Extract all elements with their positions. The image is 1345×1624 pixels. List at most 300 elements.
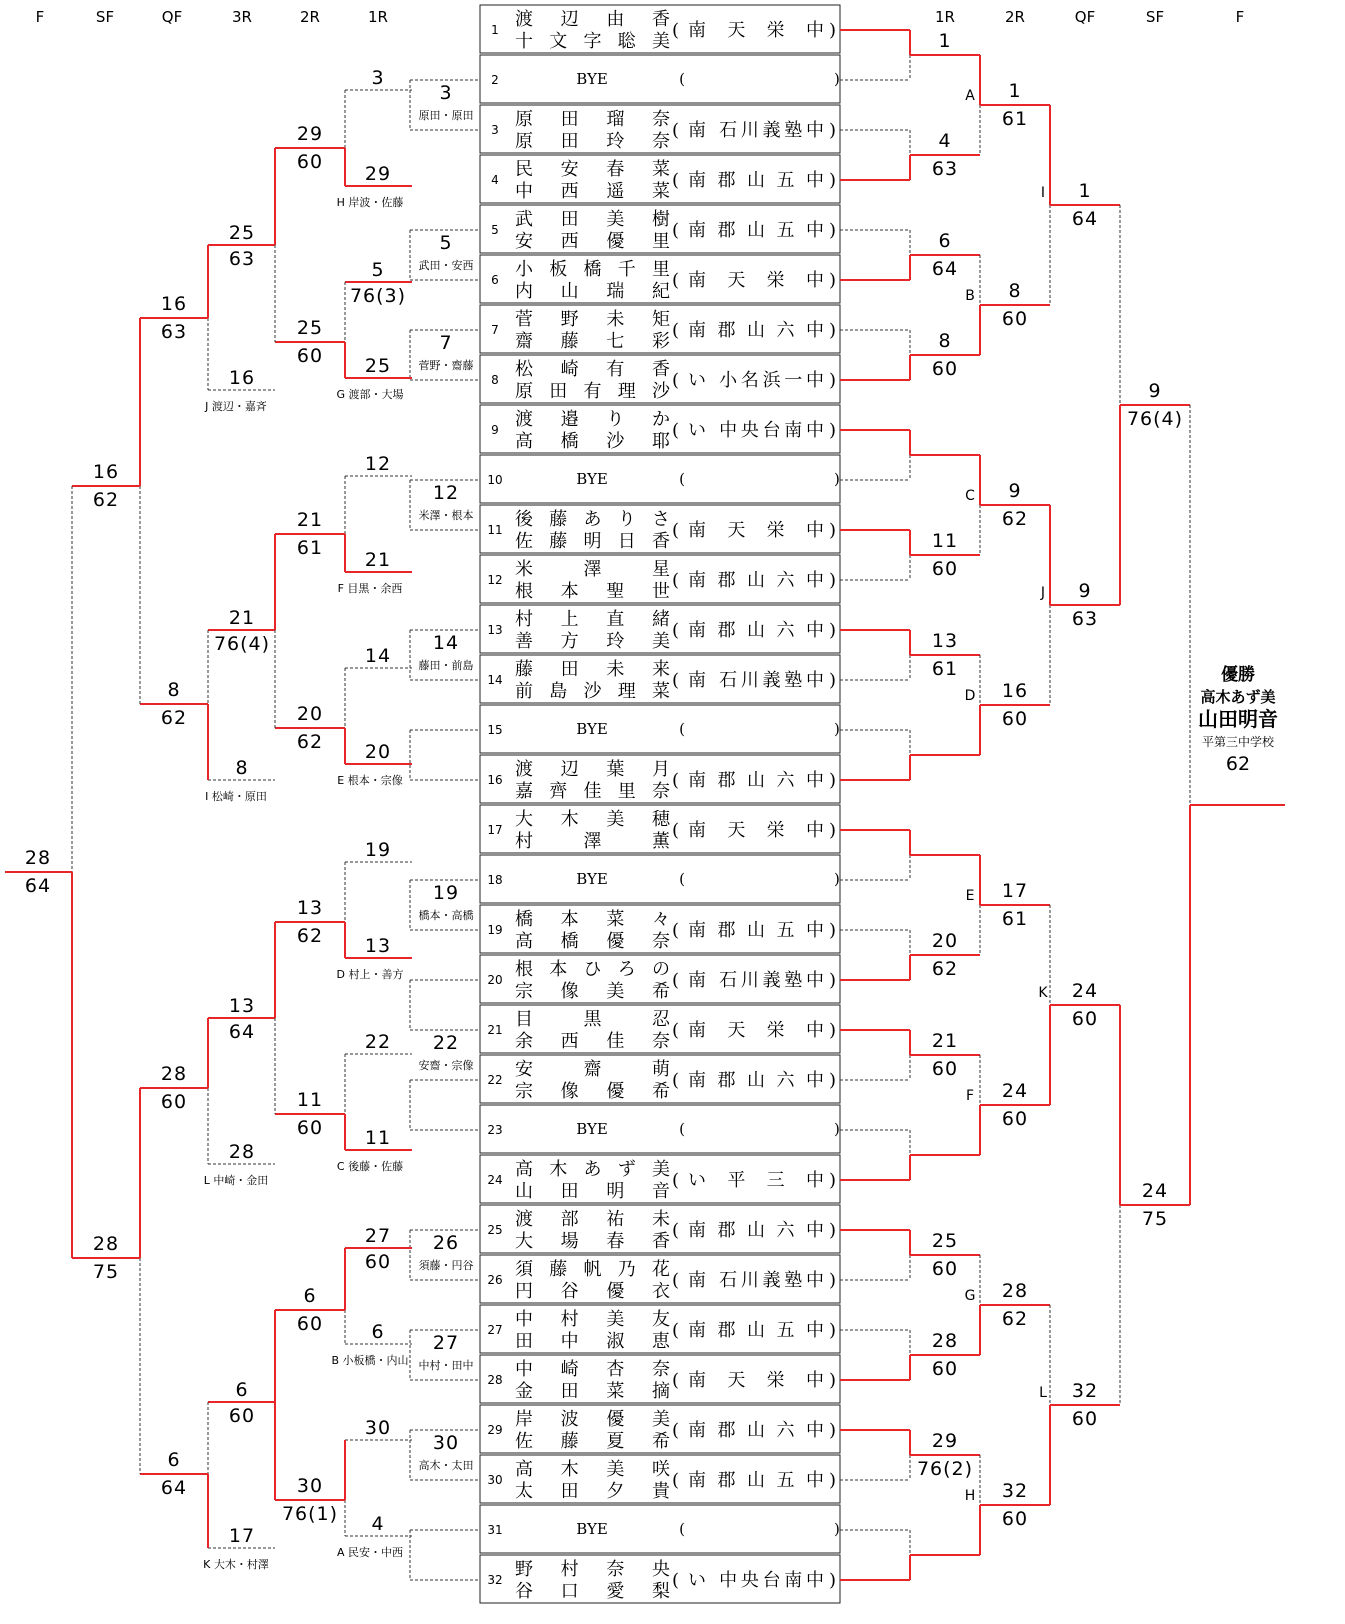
r3-left-score: 60 [228, 1405, 256, 1427]
club-open-paren: ( [672, 1020, 680, 1041]
seed-number: 6 [491, 273, 499, 287]
sf-left-score: 75 [92, 1261, 120, 1283]
club-open-paren: ( [672, 1420, 680, 1441]
block-letter: H [964, 1488, 976, 1504]
r1-winner-seed: 11 [931, 530, 959, 552]
seed-number: 17 [487, 823, 503, 837]
r1-winner-seed: 25 [931, 1230, 959, 1252]
club-close-paren: ) [829, 1220, 837, 1241]
club-open-paren: ( [672, 570, 680, 591]
player-name-1: 松 崎 有 香 [515, 359, 670, 380]
club-open-paren: ( [672, 1320, 680, 1341]
champion-school: 平第三中学校 [1201, 735, 1275, 749]
player-name-2: 十文字聡美 [515, 31, 670, 52]
club-name: い 中央台南中 [688, 1570, 824, 1591]
r1-left-winner-seed: 14 [432, 632, 460, 654]
player-name-2: 太 田 夕 貴 [515, 1481, 670, 1502]
r2-left-score: 62 [296, 925, 324, 947]
r1-left-winner-seed: 3 [439, 82, 453, 104]
r1-left-entry-seed: 4 [371, 1513, 385, 1535]
seed-number: 29 [487, 1423, 503, 1437]
r3-left-seed: 16 [228, 367, 256, 389]
r3-left-seed: 6 [235, 1379, 249, 1401]
seed-number: 4 [491, 173, 499, 187]
block-letter: L [1039, 1385, 1047, 1401]
bye-close-paren: ) [834, 720, 840, 738]
club-name: 南 郡 山 六 中 [688, 1420, 824, 1441]
bye-close-paren: ) [834, 70, 840, 88]
player-name-1: 武 田 美 樹 [515, 209, 670, 230]
r1-left-entry-seed: 25 [364, 355, 392, 377]
r1-winner-seed: 29 [931, 1430, 959, 1452]
r1-winner-seed: 8 [938, 330, 952, 352]
club-name: 南 天 栄 中 [688, 1020, 824, 1041]
round-header-right: F [1235, 8, 1245, 26]
club-name: 南 郡 山 五 中 [688, 220, 824, 241]
club-name: 南 郡 山 五 中 [688, 1320, 824, 1341]
bye-open-paren: ( [679, 870, 685, 888]
sf-left-seed: 16 [92, 461, 120, 483]
block-letter: G [964, 1288, 976, 1304]
club-name: 南 石川義塾中 [688, 120, 824, 141]
r1-left-entry-seed: 29 [364, 163, 392, 185]
r1-left-winner-seed: 30 [432, 1432, 460, 1454]
r2-winner-seed: 24 [1001, 1080, 1029, 1102]
seed-number: 22 [487, 1073, 503, 1087]
player-name-1: 橋 本 菜 々 [515, 909, 670, 930]
sf-left-seed: 28 [92, 1233, 120, 1255]
block-letter: B [965, 288, 975, 304]
club-close-paren: ) [829, 770, 837, 791]
r3-left-seed: 25 [228, 222, 256, 244]
club-close-paren: ) [829, 170, 837, 191]
r2-left-score: 76(1) [281, 1503, 339, 1525]
qf-left-seed: 28 [160, 1063, 188, 1085]
r2-score: 60 [1001, 308, 1029, 330]
player-name-1: 中 村 美 友 [515, 1309, 670, 1330]
r1-winner-seed: 20 [931, 930, 959, 952]
r1-left-entry-seed: 14 [364, 645, 392, 667]
club-open-paren: ( [672, 520, 680, 541]
qf-left-score: 64 [160, 1477, 188, 1499]
club-close-paren: ) [829, 820, 837, 841]
sf-score: 75 [1141, 1208, 1169, 1230]
r1-winner-seed: 6 [938, 230, 952, 252]
player-name-2: 安 西 優 里 [515, 231, 670, 252]
r2-score: 60 [1001, 1108, 1029, 1130]
r2-left-seed: 25 [296, 317, 324, 339]
club-open-paren: ( [672, 970, 680, 991]
club-open-paren: ( [672, 120, 680, 141]
club-open-paren: ( [672, 270, 680, 291]
r3-left-seed: 13 [228, 995, 256, 1017]
block-letter: F [965, 1088, 975, 1104]
seed-number: 11 [487, 523, 503, 537]
club-close-paren: ) [829, 420, 837, 441]
seed-number: 1 [491, 23, 499, 37]
player-name-2: 前島沙理菜 [515, 681, 670, 702]
r1-left-pair: 菅野・齋藤 [418, 359, 474, 372]
club-name: 南 郡 山 五 中 [688, 170, 824, 191]
player-name-1: 岸 波 優 美 [515, 1409, 670, 1430]
r1-winner-seed: 21 [931, 1030, 959, 1052]
club-close-paren: ) [829, 1070, 837, 1091]
player-name-2: 嘉齊佳里奈 [515, 781, 670, 802]
qf-winner-seed: 24 [1071, 980, 1099, 1002]
r1-score: 76(2) [916, 1458, 974, 1480]
champion-name-1: 高木あず美 [1200, 688, 1276, 706]
r3-left-score: 64 [228, 1021, 256, 1043]
bye-close-paren: ) [834, 1520, 840, 1538]
bye-open-paren: ( [679, 720, 685, 738]
r2-left-seed: 20 [296, 703, 324, 725]
r2-winner-seed: 28 [1001, 1280, 1029, 1302]
r2-winner-seed: 16 [1001, 680, 1029, 702]
player-name-2: 根 本 聖 世 [515, 581, 670, 602]
r1-left-pair: 藤田・前島 [418, 659, 474, 672]
club-open-paren: ( [672, 170, 680, 191]
seed-number: 32 [487, 1573, 503, 1587]
champion-name-2: 山田明音 [1198, 707, 1278, 731]
r1-left-entry-pair: D 村上・善方 [336, 968, 404, 981]
r1-left-entry-seed: 5 [371, 259, 385, 281]
club-name: 南 郡 山 六 中 [688, 1220, 824, 1241]
seed-number: 25 [487, 1223, 503, 1237]
r3-left-seed: 21 [228, 607, 256, 629]
player-name-1: 小板橋千里 [515, 259, 670, 280]
r1-score: 64 [931, 258, 959, 280]
r1-left-entry-seed: 13 [364, 935, 392, 957]
club-open-paren: ( [672, 670, 680, 691]
r1-left-entry-seed: 22 [364, 1031, 392, 1053]
r2-score: 61 [1001, 908, 1029, 930]
club-close-paren: ) [829, 520, 837, 541]
r2-winner-seed: 17 [1001, 880, 1029, 902]
club-close-paren: ) [829, 1370, 837, 1391]
block-letter: I [1040, 185, 1046, 201]
r1-left-entry-pair: H 岸波・佐藤 [336, 196, 404, 209]
player-row [480, 55, 840, 103]
r1-left-pair: 原田・原田 [418, 109, 474, 122]
r2-left-seed: 6 [303, 1285, 317, 1307]
club-close-paren: ) [829, 620, 837, 641]
player-name-1: 村 上 直 緒 [515, 609, 670, 630]
player-name-1: 渡 邉 り か [515, 409, 670, 430]
player-name-1: 民 安 春 菜 [515, 159, 670, 180]
seed-number: 8 [491, 373, 499, 387]
club-close-paren: ) [829, 1320, 837, 1341]
r1-winner-seed: 28 [931, 1330, 959, 1352]
bye-open-paren: ( [679, 70, 685, 88]
club-open-paren: ( [672, 320, 680, 341]
r2-left-seed: 11 [296, 1089, 324, 1111]
r3-left-pair: J 渡辺・嘉斉 [205, 400, 267, 413]
r1-left-entry-pair: A 民安・中西 [336, 1546, 404, 1559]
player-name-1: 安 齋 萌 [515, 1059, 670, 1080]
club-name: 南 天 栄 中 [688, 520, 824, 541]
r1-score: 60 [931, 558, 959, 580]
player-name-2: 田 中 淑 恵 [515, 1331, 670, 1352]
qf-left-seed: 16 [160, 293, 188, 315]
r1-left-entry-pair: G 渡部・大場 [336, 388, 404, 401]
round-header-left: 3R [232, 8, 252, 26]
player-name-2: 大 場 春 香 [515, 1231, 670, 1252]
r3-left-seed: 28 [228, 1141, 256, 1163]
r1-left-entry-seed: 6 [371, 1321, 385, 1343]
r1-left-winner-seed: 27 [432, 1332, 460, 1354]
r1-left-entry-seed: 21 [364, 549, 392, 571]
club-close-paren: ) [829, 570, 837, 591]
club-name: 南 石川義塾中 [688, 1270, 824, 1291]
club-close-paren: ) [829, 920, 837, 941]
qf-score: 60 [1071, 1008, 1099, 1030]
r2-winner-seed: 9 [1008, 480, 1022, 502]
player-name-2: 佐 藤 明 日 香 [515, 531, 670, 552]
player-name-1: 須藤帆乃花 [515, 1259, 670, 1280]
club-open-paren: ( [672, 1270, 680, 1291]
club-close-paren: ) [829, 370, 837, 391]
player-name-1: 大 木 美 穂 [515, 809, 670, 830]
club-name: 南 郡 山 六 中 [688, 1070, 824, 1091]
qf-winner-seed: 32 [1071, 1380, 1099, 1402]
club-name: 南 石川義塾中 [688, 670, 824, 691]
qf-left-score: 63 [160, 321, 188, 343]
r1-left-entry-seed: 30 [364, 1417, 392, 1439]
seed-number: 28 [487, 1373, 503, 1387]
r1-left-winner-seed: 12 [432, 482, 460, 504]
club-open-paren: ( [672, 1470, 680, 1491]
qf-winner-seed: 1 [1078, 180, 1092, 202]
club-name: 南 天 栄 中 [688, 20, 824, 41]
club-open-paren: ( [672, 770, 680, 791]
player-name-1: 高 木 美 咲 [515, 1459, 670, 1480]
qf-score: 60 [1071, 1408, 1099, 1430]
player-name-1: 中 崎 杏 奈 [515, 1359, 670, 1380]
r1-left-entry-pair: B 小板橋・内山 [331, 1354, 409, 1367]
bye-label: BYE [576, 1520, 608, 1538]
player-row [480, 1505, 840, 1553]
r1-score: 61 [931, 658, 959, 680]
bye-close-paren: ) [834, 870, 840, 888]
seed-number: 3 [491, 123, 499, 137]
bye-close-paren: ) [834, 1120, 840, 1138]
r2-left-score: 60 [296, 345, 324, 367]
player-name-2: 原田有理沙 [515, 381, 670, 402]
club-name: 南 郡 山 六 中 [688, 620, 824, 641]
club-name: 南 天 栄 中 [688, 270, 824, 291]
player-name-2: 谷 口 愛 梨 [515, 1581, 670, 1602]
seed-number: 31 [487, 1523, 503, 1537]
player-name-2: 齋 藤 七 彩 [515, 331, 670, 352]
r1-score: 60 [931, 1358, 959, 1380]
seed-number: 12 [487, 573, 503, 587]
r1-left-entry-score: 60 [364, 1251, 392, 1273]
r1-left-pair: 須藤・円谷 [418, 1259, 474, 1272]
seed-number: 16 [487, 773, 503, 787]
player-row [480, 1105, 840, 1153]
r2-left-score: 60 [296, 1117, 324, 1139]
r2-left-seed: 30 [296, 1475, 324, 1497]
r2-winner-seed: 1 [1008, 80, 1022, 102]
player-name-1: 高木あず美 [515, 1159, 670, 1180]
r1-winner-seed: 1 [938, 30, 952, 52]
club-close-paren: ) [829, 1470, 837, 1491]
player-name-2: 余 西 佳 奈 [515, 1031, 670, 1052]
bye-open-paren: ( [679, 1520, 685, 1538]
block-letter: E [965, 888, 975, 904]
r2-left-score: 61 [296, 537, 324, 559]
r2-left-seed: 13 [296, 897, 324, 919]
seed-number: 21 [487, 1023, 503, 1037]
r1-left-entry-seed: 3 [371, 67, 385, 89]
r1-left-winner-seed: 7 [439, 332, 453, 354]
player-name-1: 渡 部 祐 未 [515, 1209, 670, 1230]
round-header-right: SF [1145, 8, 1165, 26]
player-name-2: 高 橋 優 奈 [515, 931, 670, 952]
club-open-paren: ( [672, 1070, 680, 1091]
club-name: 南 石川義塾中 [688, 970, 824, 991]
block-letter: J [1040, 585, 1046, 601]
champion-title: 優勝 [1221, 665, 1255, 685]
club-close-paren: ) [829, 320, 837, 341]
r1-left-pair: 中村・田中 [418, 1359, 474, 1372]
seed-number: 5 [491, 223, 499, 237]
player-row [480, 855, 840, 903]
club-open-paren: ( [672, 1170, 680, 1191]
seed-number: 15 [487, 723, 503, 737]
club-close-paren: ) [829, 970, 837, 991]
seed-number: 18 [487, 873, 503, 887]
qf-score: 63 [1071, 608, 1099, 630]
r1-score: 60 [931, 1258, 959, 1280]
r2-score: 62 [1001, 508, 1029, 530]
player-row [480, 705, 840, 753]
club-open-paren: ( [672, 920, 680, 941]
player-name-1: 後 藤 あ り さ [515, 509, 670, 530]
r1-left-pair: 安齋・宗像 [418, 1059, 474, 1072]
club-name: 南 郡 山 六 中 [688, 320, 824, 341]
qf-left-score: 60 [160, 1091, 188, 1113]
player-name-2: 宗 像 優 希 [515, 1081, 670, 1102]
player-name-2: 内 山 瑞 紀 [515, 281, 670, 302]
player-name-1: 根本ひろの [515, 959, 670, 980]
club-name: い 平 三 中 [688, 1170, 824, 1191]
player-name-2: 高 橋 沙 耶 [515, 431, 670, 452]
club-close-paren: ) [829, 20, 837, 41]
bye-label: BYE [576, 870, 608, 888]
round-header-left: 1R [368, 8, 388, 26]
r1-left-entry-seed: 19 [364, 839, 392, 861]
r2-score: 60 [1001, 708, 1029, 730]
r1-left-entry-seed: 27 [364, 1225, 392, 1247]
r1-left-pair: 武田・安西 [418, 259, 474, 272]
r1-score: 60 [931, 1058, 959, 1080]
club-name: い 小名浜一中 [688, 370, 824, 391]
r1-left-pair: 米澤・根本 [418, 509, 474, 522]
r3-left-seed: 17 [228, 1525, 256, 1547]
club-open-paren: ( [672, 1370, 680, 1391]
seed-number: 30 [487, 1473, 503, 1487]
bye-close-paren: ) [834, 470, 840, 488]
club-close-paren: ) [829, 120, 837, 141]
player-name-1: 渡 辺 葉 月 [515, 759, 670, 780]
club-open-paren: ( [672, 1220, 680, 1241]
club-open-paren: ( [672, 620, 680, 641]
r1-winner-seed: 13 [931, 630, 959, 652]
block-letter: K [1038, 985, 1048, 1001]
seed-number: 20 [487, 973, 503, 987]
club-name: 南 郡 山 六 中 [688, 770, 824, 791]
seed-number: 7 [491, 323, 499, 337]
seed-number: 14 [487, 673, 503, 687]
r2-score: 62 [1001, 1308, 1029, 1330]
r3-left-pair: I 松崎・原田 [205, 790, 267, 803]
club-open-paren: ( [672, 820, 680, 841]
sf-score: 76(4) [1126, 408, 1184, 430]
champion-score: 62 [1225, 753, 1251, 775]
seed-number: 26 [487, 1273, 503, 1287]
qf-score: 64 [1071, 208, 1099, 230]
r2-left-seed: 29 [296, 123, 324, 145]
bye-label: BYE [576, 720, 608, 738]
r2-score: 60 [1001, 1508, 1029, 1530]
seed-number: 19 [487, 923, 503, 937]
round-header-right: QF [1074, 8, 1096, 26]
club-close-paren: ) [829, 220, 837, 241]
qf-left-seed: 8 [167, 679, 181, 701]
block-letter: C [965, 488, 975, 504]
r1-left-entry-seed: 11 [364, 1127, 392, 1149]
player-name-1: 米 澤 星 [515, 559, 670, 580]
club-close-paren: ) [829, 270, 837, 291]
bye-label: BYE [576, 1120, 608, 1138]
r2-left-seed: 21 [296, 509, 324, 531]
player-name-1: 目 黒 忍 [515, 1009, 670, 1030]
player-name-1: 渡 辺 由 香 [515, 9, 670, 30]
r1-score: 60 [931, 358, 959, 380]
club-name: 南 郡 山 五 中 [688, 920, 824, 941]
round-header-left: SF [95, 8, 115, 26]
club-close-paren: ) [829, 1020, 837, 1041]
r2-score: 61 [1001, 108, 1029, 130]
club-open-paren: ( [672, 1570, 680, 1591]
sf-winner-seed: 24 [1141, 1180, 1169, 1202]
player-name-2: 村 澤 薫 [515, 831, 670, 852]
r1-left-entry-seed: 12 [364, 453, 392, 475]
club-close-paren: ) [829, 670, 837, 691]
sf-left-score: 62 [92, 489, 120, 511]
bye-label: BYE [576, 70, 608, 88]
final-left-seed: 28 [24, 847, 52, 869]
seed-number: 2 [491, 73, 499, 87]
club-close-paren: ) [829, 1420, 837, 1441]
seed-number: 9 [491, 423, 499, 437]
block-letter: D [964, 688, 976, 704]
r2-winner-seed: 32 [1001, 1480, 1029, 1502]
club-close-paren: ) [829, 1170, 837, 1191]
player-row [480, 455, 840, 503]
bye-label: BYE [576, 470, 608, 488]
player-name-2: 宗 像 美 希 [515, 981, 670, 1002]
player-name-1: 原 田 瑠 奈 [515, 109, 670, 130]
round-header-left: F [35, 8, 45, 26]
club-open-paren: ( [672, 20, 680, 41]
club-close-paren: ) [829, 1570, 837, 1591]
sf-winner-seed: 9 [1148, 380, 1162, 402]
r1-left-pair: 橋本・高橋 [418, 909, 474, 922]
seed-number: 24 [487, 1173, 503, 1187]
r1-score: 63 [931, 158, 959, 180]
